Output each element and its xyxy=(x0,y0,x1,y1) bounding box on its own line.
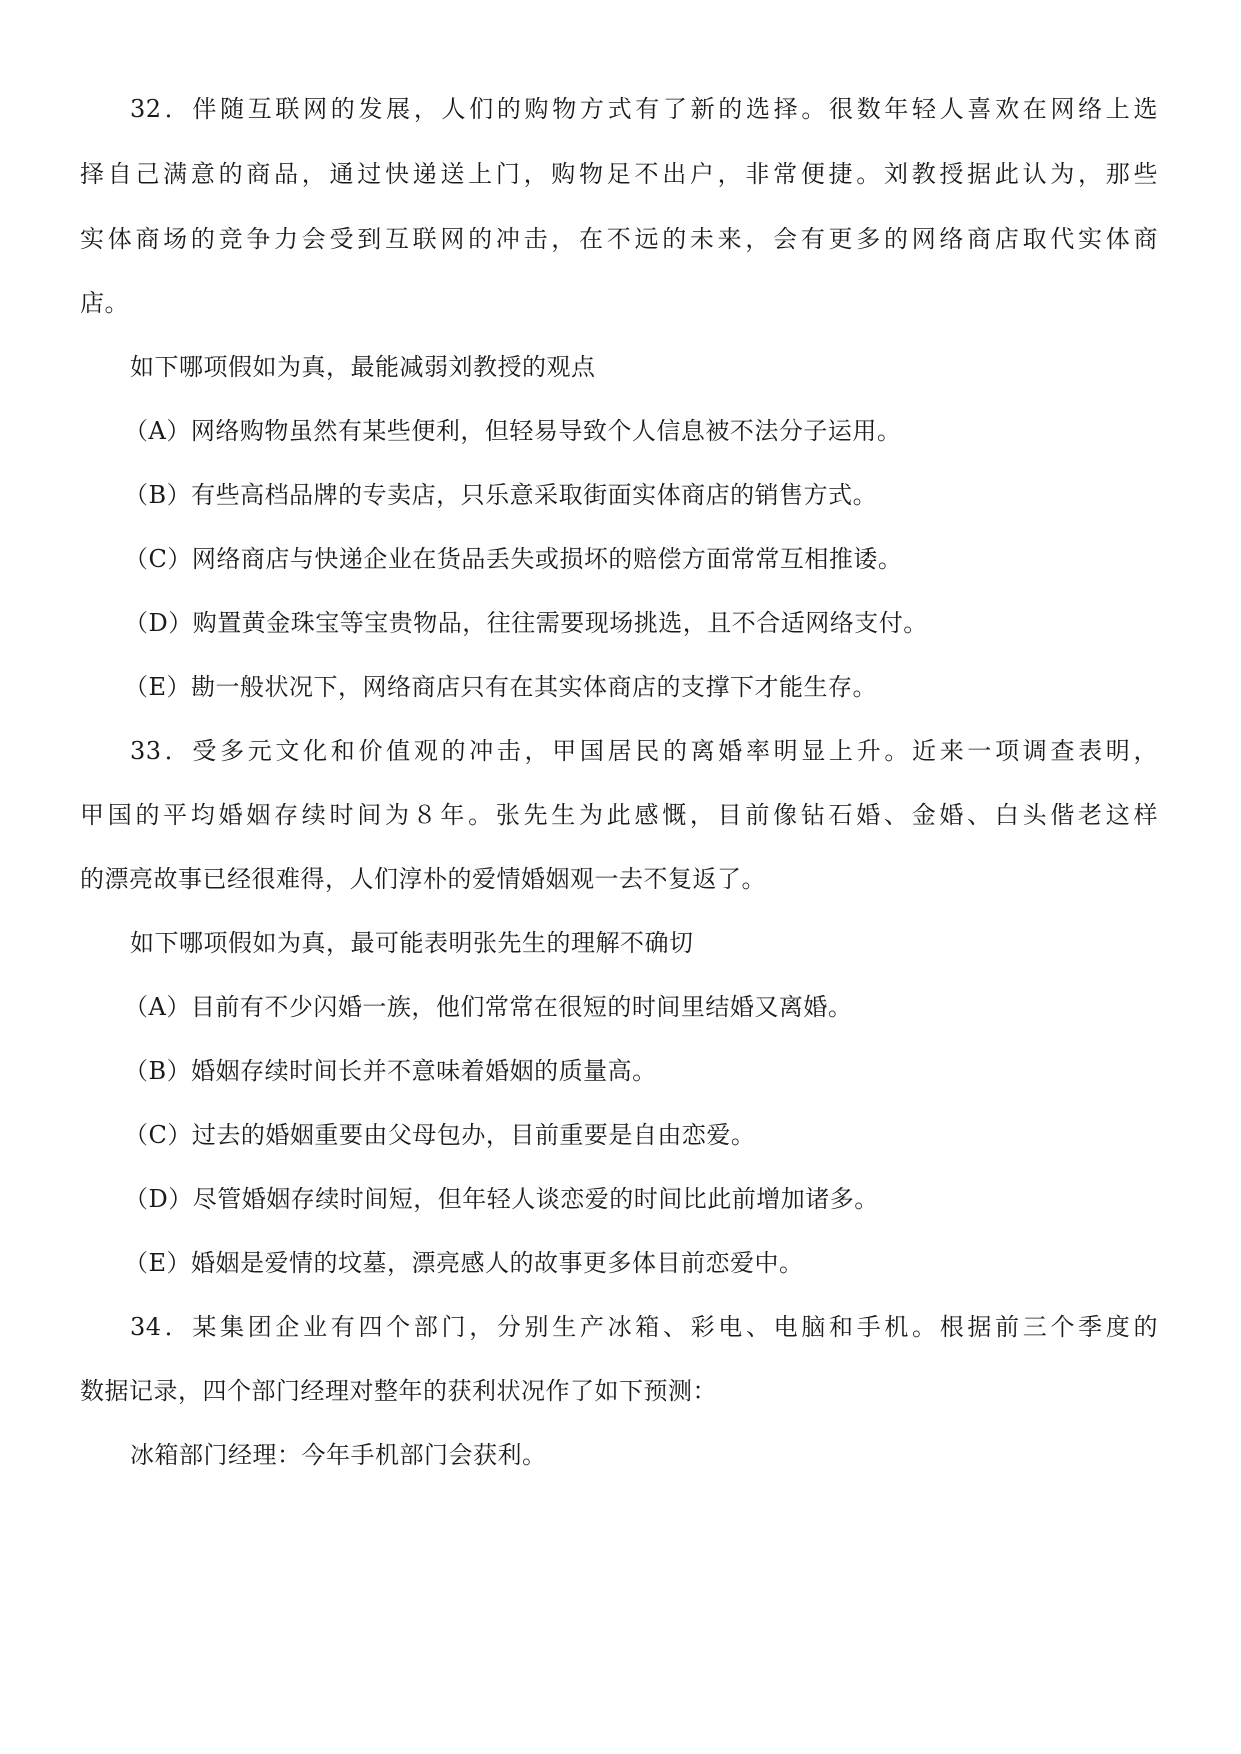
q33-option-c: （C）过去的婚姻重要由父母包办，目前重要是自由恋爱。 xyxy=(124,1121,756,1149)
q32-stem-line-4: 店。 xyxy=(80,289,129,317)
q33-option-a: （A）目前有不少闪婚一族，他们常常在很短的时间里结婚又离婚。 xyxy=(124,993,853,1021)
q33-option-e: （E）婚姻是爱情的坟墓，漂亮感人的故事更多体目前恋爱中。 xyxy=(124,1249,804,1277)
q32-option-c: （C）网络商店与快递企业在货品丢失或损坏的赔偿方面常常互相推诿。 xyxy=(124,545,903,573)
q33-stem-line-1: 33．受多元文化和价值观的冲击，甲国居民的离婚率明显上升。近来一项调查表明， xyxy=(130,737,1158,765)
q32-stem-line-3: 实体商场的竞争力会受到互联网的冲击，在不远的未来，会有更多的网络商店取代实体商 xyxy=(80,225,1158,253)
q32-option-d: （D）购置黄金珠宝等宝贵物品，往往需要现场挑选，且不合适网络支付。 xyxy=(124,609,928,637)
q33-stem-line-3: 的漂亮故事已经很难得，人们淳朴的爱情婚姻观一去不复返了。 xyxy=(80,865,766,893)
q33-option-d: （D）尽管婚姻存续时间短，但年轻人谈恋爱的时间比此前增加诸多。 xyxy=(124,1185,879,1213)
q32-stem-line-1: 32．伴随互联网的发展，人们的购物方式有了新的选择。很数年轻人喜欢在网络上选 xyxy=(130,95,1158,123)
q34-stem-line-1: 34．某集团企业有四个部门，分别生产冰箱、彩电、电脑和手机。根据前三个季度的 xyxy=(130,1313,1158,1341)
q32-option-a: （A）网络购物虽然有某些便利，但轻易导致个人信息被不法分子运用。 xyxy=(124,417,902,445)
q34-stem-line-2: 数据记录，四个部门经理对整年的获利状况作了如下预测： xyxy=(80,1377,717,1405)
q33-option-b: （B）婚姻存续时间长并不意味着婚姻的质量高。 xyxy=(124,1057,657,1085)
q34-statement: 冰箱部门经理：今年手机部门会获利。 xyxy=(130,1441,547,1469)
q33-question: 如下哪项假如为真，最可能表明张先生的理解不确切 xyxy=(130,929,694,957)
q33-stem-line-2: 甲国的平均婚姻存续时间为８年。张先生为此感慨，目前像钻石婚、金婚、白头偕老这样 xyxy=(80,801,1158,829)
q32-option-e: （E）勘一般状况下，网络商店只有在其实体商店的支撑下才能生存。 xyxy=(124,673,878,701)
q32-stem-line-2: 择自己满意的商品，通过快递送上门，购物足不出户，非常便捷。刘教授据此认为，那些 xyxy=(80,160,1158,188)
q32-question: 如下哪项假如为真，最能减弱刘教授的观点 xyxy=(130,353,596,381)
q32-option-b: （B）有些高档品牌的专卖店，只乐意采取街面实体商店的销售方式。 xyxy=(124,481,878,509)
